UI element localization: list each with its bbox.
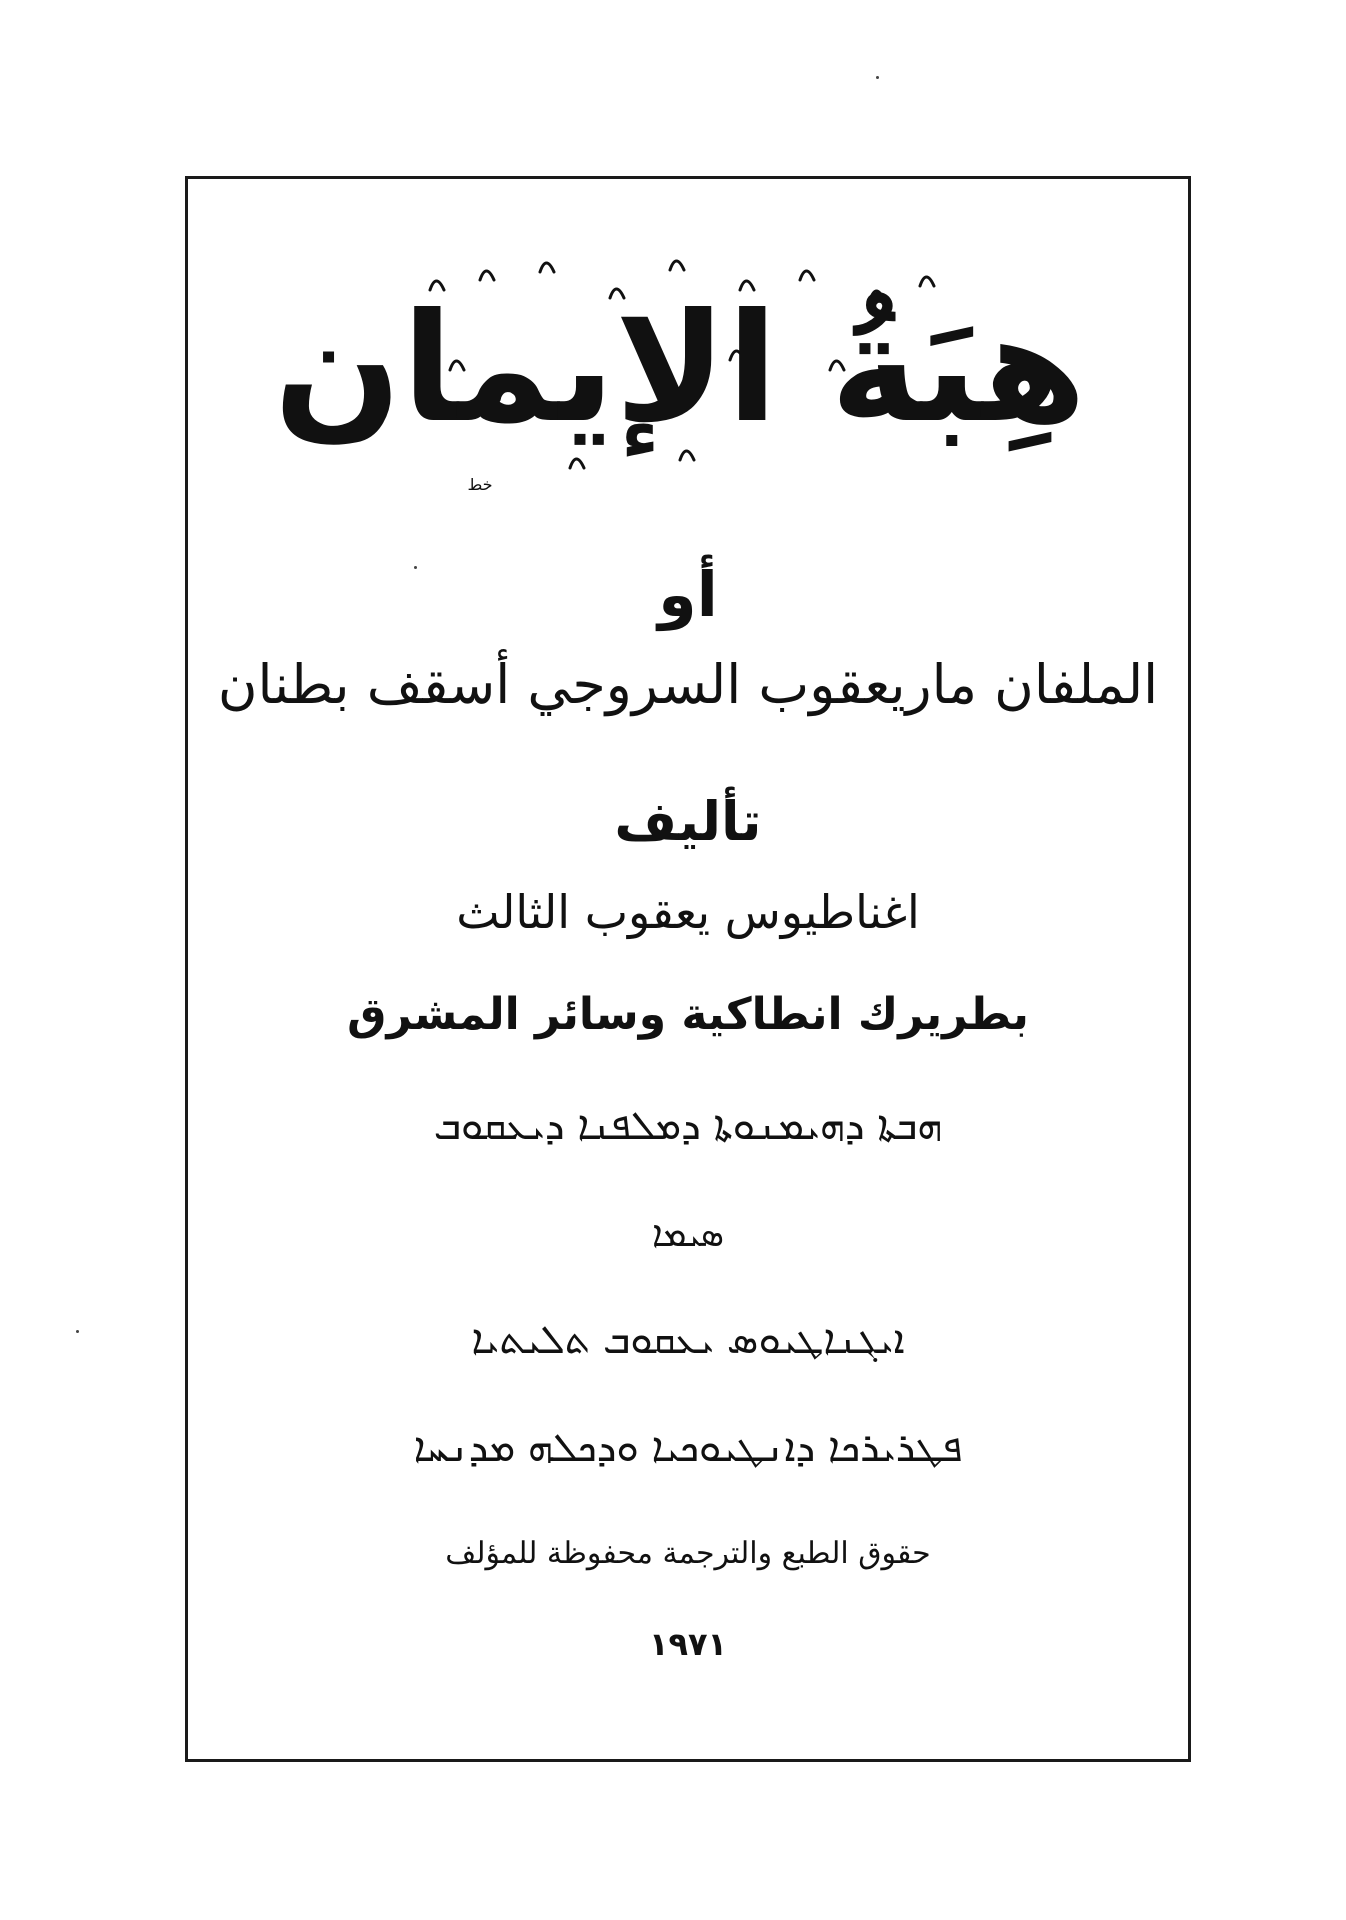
syriac-patriarch-line: ܦܛܪܝܪܟܐ ܕܐܢܛܝܘܟܝܐ ܘܕܟܠܗ ܡܕܢܚܐ [413,1425,963,1471]
paper-speck [414,566,417,569]
svg-text:خط: خط [467,475,493,494]
title-calligraphy-graphic [273,250,1087,510]
or-text: أو [658,558,718,631]
paper-speck [76,1330,79,1333]
publication-year: ١٩٧١ [648,1625,728,1663]
patriarch-title: بطريرك انطاكية وسائر المشرق [347,989,1029,1040]
syriac-by-line: ܣܝܡܐ [651,1214,725,1255]
svg-text:هِبَةُ الإيمان: هِبَةُ الإيمان [273,282,1087,456]
syriac-title-line: ܗܒܬܐ ܕܗܝܡܢܘܬܐ ܕܡܠܦܢܐ ܕܝܥܩܘܒ [433,1103,943,1149]
subtitle: الملفان ماريعقوب السروجي أسقف بطنان [217,653,1159,716]
paper-speck [876,76,879,79]
author-label: تأليف [614,790,762,853]
calligraphic-title [273,250,1087,510]
author-name: اغناطيوس يعقوب الثالث [456,885,920,939]
syriac-author-line: ܐܝܓܢܐܛܝܘܣ ܝܥܩܘܒ ܬܠܝܬܝܐ [471,1317,905,1363]
copyright-notice: حقوق الطبع والترجمة محفوظة للمؤلف [445,1536,931,1571]
